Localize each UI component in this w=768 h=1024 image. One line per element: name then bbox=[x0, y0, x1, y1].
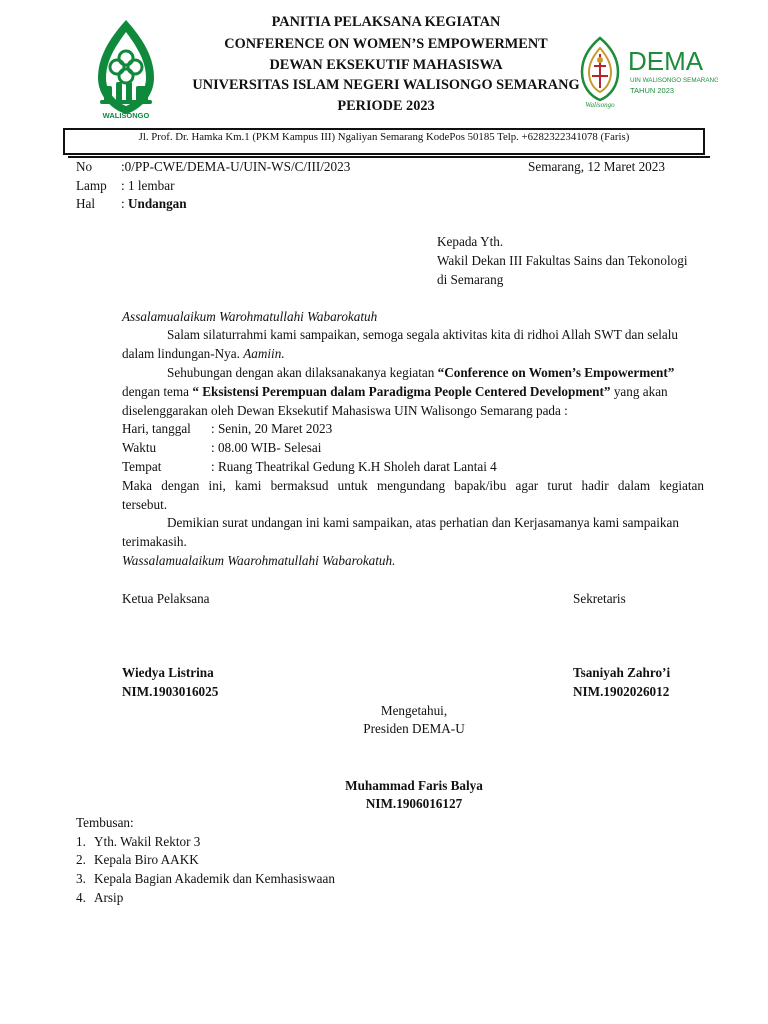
center-signatory-nim: NIM.1906016127 bbox=[365, 796, 463, 811]
tempat-label: Tempat bbox=[122, 459, 162, 474]
right-signatory-name: Tsaniyah Zahro’i bbox=[573, 665, 671, 680]
address-rule bbox=[68, 156, 710, 158]
paragraph-2-line-3: diselenggarakan oleh Dewan Eksekutif Mahasiswa UIN Walisongo Semarang pada : bbox=[122, 403, 568, 418]
waktu-value: : 08.00 WIB- Selesai bbox=[211, 440, 322, 455]
paragraph-4-line-1: Demikian surat undangan ini kami sampaikan, atas perhatian dan Kerjasamanya kami sampaikan bbox=[167, 515, 679, 530]
tembusan-title: Tembusan: bbox=[76, 815, 134, 830]
paragraph-4-line-2: terimakasih. bbox=[122, 534, 187, 549]
hal-value: : Undangan bbox=[121, 196, 187, 211]
uin-walisongo-logo bbox=[90, 18, 162, 122]
hal-label: Hal bbox=[76, 196, 96, 211]
center-signatory-line-1: Mengetahui, bbox=[380, 703, 448, 718]
paragraph-2-line-2: dengan tema “ Eksistensi Perempuan dalam Paradigma People Centered Development” yang akan bbox=[122, 384, 668, 399]
list-item: 2. Kepala Biro AAKK bbox=[76, 852, 199, 867]
hari-value: : Senin, 20 Maret 2023 bbox=[211, 421, 333, 436]
center-signatory-name: Muhammad Faris Balya bbox=[345, 778, 483, 793]
paragraph-2-line-1: Sehubungan dengan akan dilaksanakanya kegiatan “Conference on Women’s Empowerment” bbox=[167, 365, 675, 380]
no-label: No bbox=[76, 159, 93, 174]
header-line-4: UNIVERSITAS ISLAM NEGERI WALISONGO SEMARANG bbox=[192, 77, 580, 93]
paragraph-3-line-2: tersebut. bbox=[122, 497, 168, 512]
dema-logo bbox=[578, 34, 718, 110]
header-line-3: DEWAN EKSEKUTIF MAHASISWA bbox=[269, 57, 503, 73]
left-signatory-role: Ketua Pelaksana bbox=[122, 591, 210, 606]
greeting: Assalamualaikum Warohmatullahi Wabarokatuh bbox=[122, 309, 378, 324]
dema-year: TAHUN 2023 bbox=[630, 86, 675, 95]
left-signatory-name: Wiedya Listrina bbox=[122, 665, 214, 680]
center-signatory-line-2: Presiden DEMA-U bbox=[363, 721, 465, 736]
lamp-label: Lamp bbox=[76, 178, 107, 193]
hari-label: Hari, tanggal bbox=[122, 421, 191, 436]
left-signatory-nim: NIM.1903016025 bbox=[122, 684, 219, 699]
letter-date: Semarang, 12 Maret 2023 bbox=[528, 159, 665, 174]
lamp-value: : 1 lembar bbox=[121, 178, 175, 193]
recipient-line-3: di Semarang bbox=[437, 272, 504, 287]
dema-signature-text: Walisongo bbox=[585, 101, 615, 109]
closing-salutation: Wassalamualaikum Waarohmatullahi Wabarokatuh. bbox=[122, 553, 396, 568]
recipient-line-2: Wakil Dekan III Fakultas Sains dan Tekonologi bbox=[437, 253, 688, 268]
header-line-2: CONFERENCE ON WOMEN’S EMPOWERMENT bbox=[224, 36, 548, 52]
paragraph-1-line-2: dalam lindungan-Nya. Aamiin. bbox=[122, 346, 285, 361]
right-signatory-role: Sekretaris bbox=[573, 591, 626, 606]
recipient-line-1: Kepada Yth. bbox=[437, 234, 504, 249]
logo-left-caption: WALISONGO bbox=[102, 111, 150, 120]
right-signatory-nim: NIM.1902026012 bbox=[573, 684, 670, 699]
waktu-label: Waktu bbox=[122, 440, 157, 455]
list-item: 3. Kepala Bagian Akademik dan Kemhasiswaan bbox=[76, 871, 335, 886]
address-text: Jl. Prof. Dr. Hamka Km.1 (PKM Kampus III) Ngaliyan Semarang KodePos 50185 Telp. +6282322341078 (Faris) bbox=[138, 131, 630, 143]
paragraph-3-line-1: Maka dengan ini, kami bermaksud untuk mengundang bapak/ibu agar turut hadir dalam kegiatan bbox=[122, 478, 704, 493]
list-item: 1. Yth. Wakil Rektor 3 bbox=[76, 834, 201, 849]
dema-subtitle: UIN WALISONGO SEMARANG bbox=[630, 77, 718, 84]
paragraph-1-line-1: Salam silaturrahmi kami sampaikan, semoga segala aktivitas kita di ridhoi Allah SWT dan selalu bbox=[167, 327, 679, 342]
tempat-value: : Ruang Theatrikal Gedung K.H Sholeh darat Lantai 4 bbox=[211, 459, 497, 474]
header-line-1: PANITIA PELAKSANA KEGIATAN bbox=[271, 14, 501, 30]
no-value: :0/PP-CWE/DEMA-U/UIN-WS/C/III/2023 bbox=[121, 159, 351, 174]
header-line-5: PERIODE 2023 bbox=[337, 98, 435, 114]
dema-title: DEMA bbox=[628, 46, 704, 76]
address-box bbox=[63, 128, 705, 155]
list-item: 4. Arsip bbox=[76, 890, 124, 905]
